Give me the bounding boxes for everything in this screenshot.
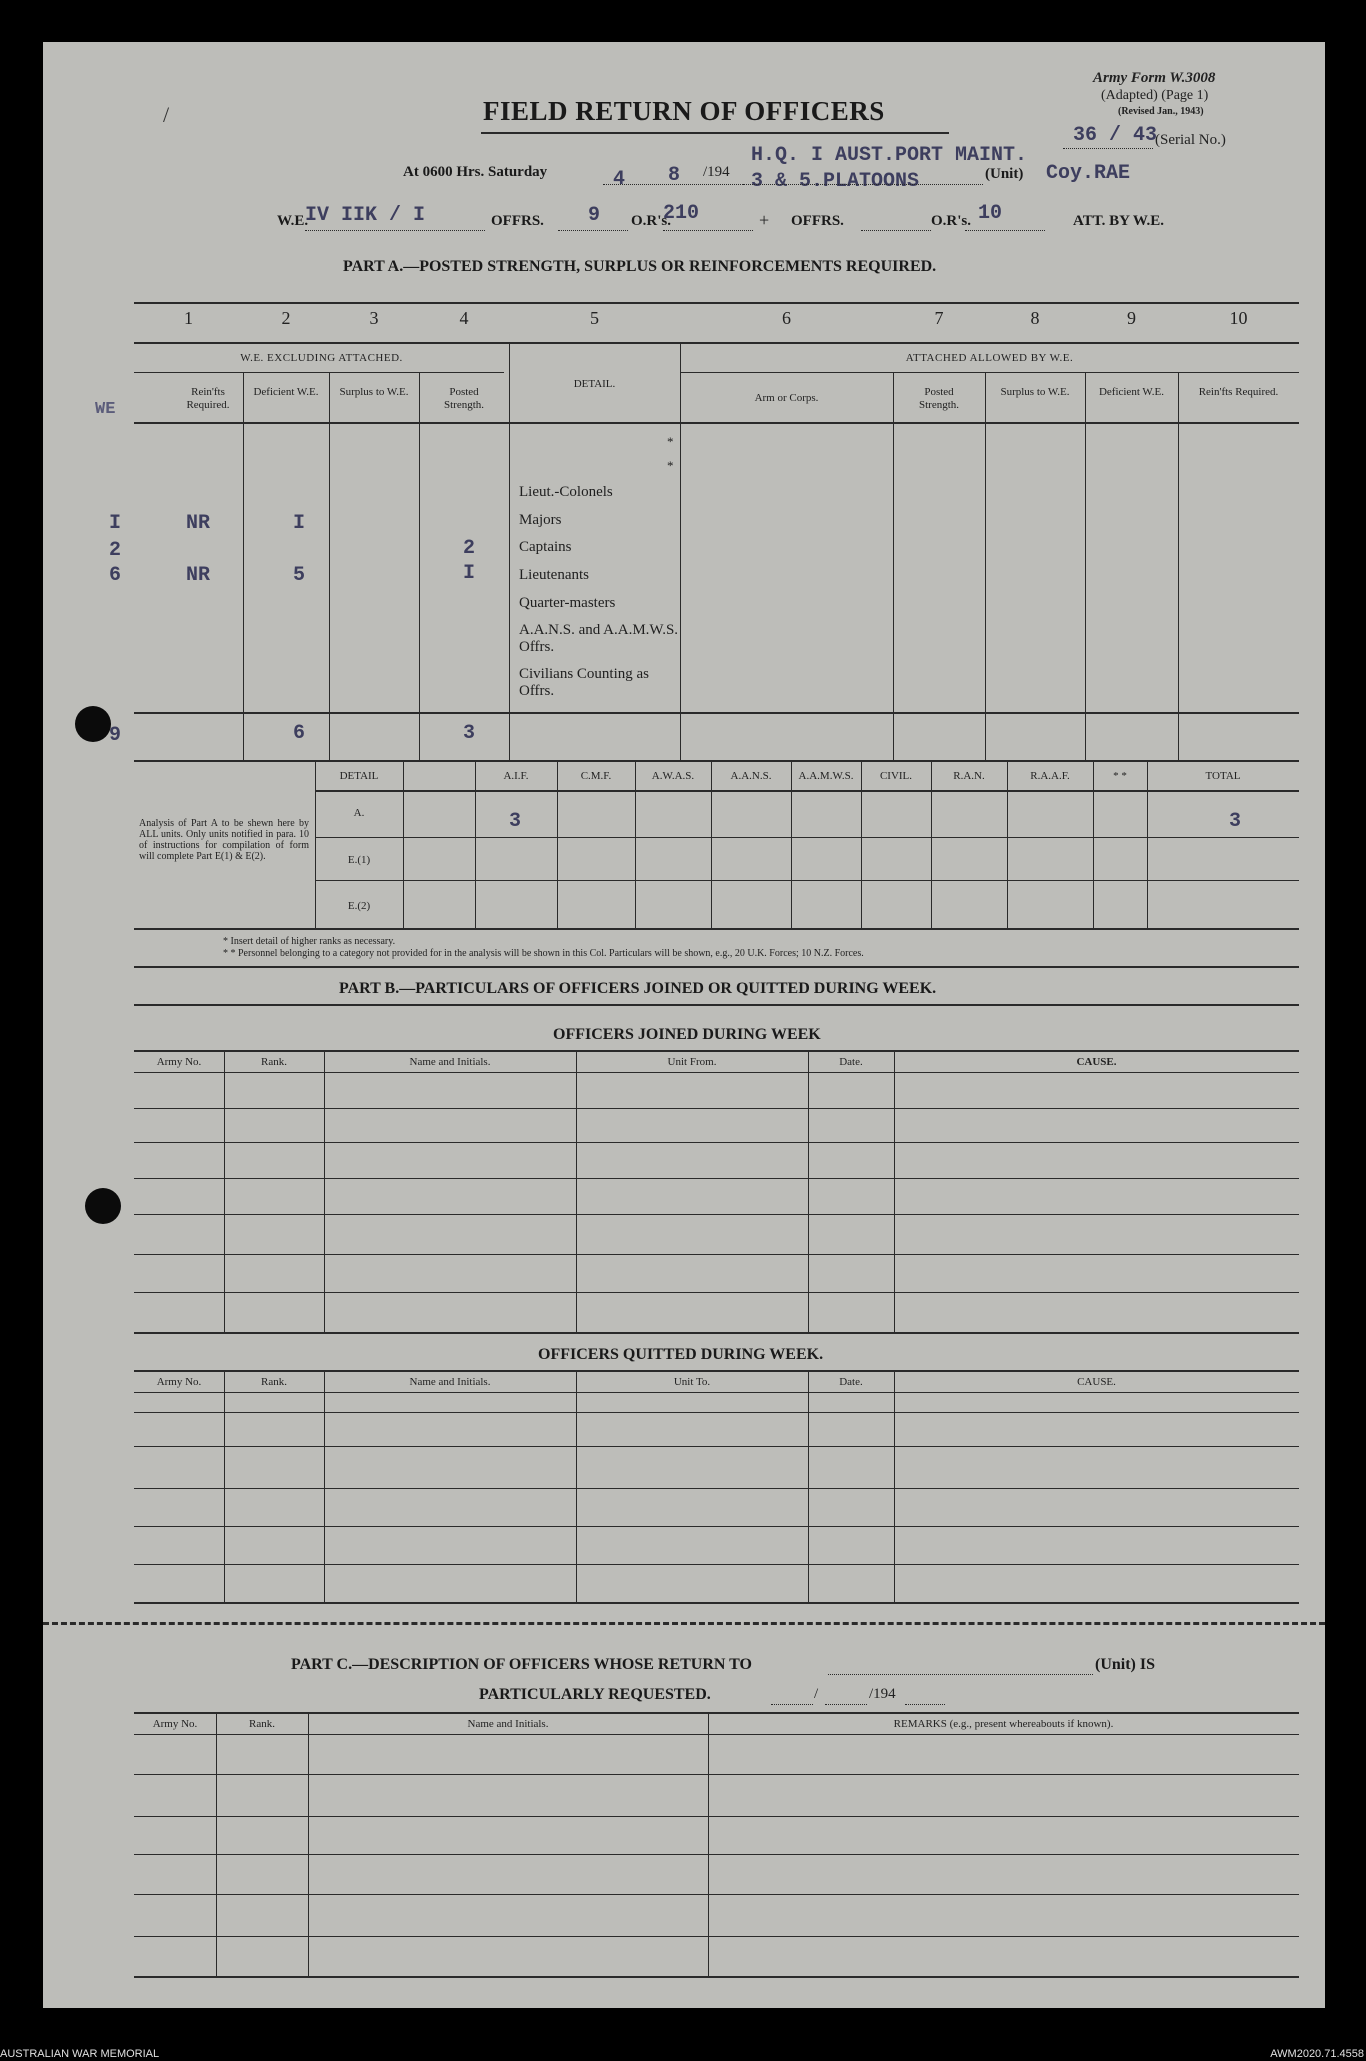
- joined-header-army-no: Army No.: [156, 1056, 202, 1068]
- analysis-header-total: TOTAL: [1205, 770, 1241, 782]
- analysis-row-e2: E.(2): [347, 900, 371, 912]
- analysis-row-a: A.: [353, 807, 365, 819]
- form-title: FIELD RETURN OF OFFICERS: [483, 96, 885, 126]
- part-b-title: PART B.—PARTICULARS OF OFFICERS JOINED OR QUITTED DURING WEEK.: [339, 980, 937, 997]
- header-posted-strength: Posted Strength.: [443, 386, 485, 411]
- col-number-4: 4: [459, 308, 469, 328]
- date-month: 8: [668, 164, 681, 187]
- margin-value-majors: I: [109, 512, 122, 535]
- unit-dotted-line: [743, 184, 983, 185]
- margin-value-captains: 2: [109, 539, 122, 562]
- quitted-header-border: [134, 1392, 1299, 1393]
- punch-hole-upper: [75, 706, 111, 742]
- ors-label: O.R's.: [631, 213, 672, 229]
- quitted-col-divider: [808, 1370, 809, 1602]
- quitted-bottom-border: [134, 1602, 1299, 1604]
- joined-col-divider: [576, 1050, 577, 1332]
- col1-lieutenants: NR: [186, 564, 211, 587]
- analysis-row-a-border: [315, 837, 1299, 838]
- rank-lieutenants: Lieutenants: [519, 567, 589, 583]
- analysis-div-2: [475, 760, 476, 928]
- offrs-value: 9: [588, 204, 601, 227]
- rank-aans-aamws: A.A.N.S. and A.A.M.W.S. Offrs.: [519, 622, 679, 655]
- header-att-posted-strength: Posted Strength.: [918, 386, 960, 411]
- rank-majors: Majors: [519, 512, 562, 528]
- footnote-1: * Insert detail of higher ranks as necessary.: [223, 936, 396, 947]
- part-c-unit-is: (Unit) IS: [1095, 1656, 1156, 1673]
- part-a-end-border: [134, 966, 1299, 968]
- analysis-header-awas: A.W.A.S.: [651, 770, 695, 782]
- part-c-col-divider: [216, 1712, 217, 1976]
- quitted-header-unit-to: Unit To.: [673, 1376, 711, 1388]
- col4-lieutenants: I: [463, 562, 476, 585]
- quitted-col-divider: [324, 1370, 325, 1602]
- quitted-col-divider: [224, 1370, 225, 1602]
- analysis-div-1: [403, 760, 404, 928]
- form-sheet: Army Form W.3008 (Adapted) (Page 1) (Revised Jan., 1943) / FIELD RETURN OF OFFICERS 36 / 43 (Serial No.) At 0600 Hrs. Saturday 4 8 /194 H.Q. I AUST.PORT MAINT. 3 & 5.PLATOONS (Unit) Coy.RAE W.E. IV IIK / I OFFRS. 9 O.R's. 210 + OFFRS. O.R's. 10 ATT. BY W.E. PART A.—POSTED STRENGTH, SURPLUS OR REINFORCEMENTS REQUIRED. 1 2 3 4 5 6 7 8 9 10 W.E. EXCLUDING ATTACHED. ATTACHED ALLOWED BY W.E. Rein'fts Required. Deficient W.E. Surplus to W.E. Posted Strength. DETAIL. Arm or Corps. Posted Strength. Surplus to W.E. Deficient W.E. Rein'fts Required. WE * * Lieut.-Colonels Majors Captains Lieutenants Quarter-masters A.A.N.S. and A.A.M.W.S. Offrs. Civilians Counting as Offrs. I 2 6 NR NR I 5 2 I 9 6 3 DETAIL A.I.F. C.M.F. A.W.A.S. A.A.N.S. A.A.M.W.S. CIVIL. R.A.N. R.A.A.F. * * TOTAL Analysis of Part A to be shewn here by ALL units. Only units notified in para. 10 of instructions for compilation of form will complete Part E(1) & E(2). A. E.(1) E.(2) 3 3 * Insert detail of higher ranks as necessary. * * Personnel belonging to a category not provided for in the analysis will be shown in this Col. Particulars will be shown, e.g., 20 U.K. Forces; 10 N.Z. Forces. PART B.—PARTICULARS OF OFFICERS JOINED OR QUITTED DURING WEEK. OFFICERS JOINED DURING WEEK Army No. Rank. Name and Initials. Unit From. Date. CAUSE. OFFICERS QUITTED DURING WEEK. Army No. Rank. Name and Initials. Unit To. Date. CAUSE. PART C.—DESCRIPTION OF OFFICERS WHOSE RETURN TO (Unit) IS PARTICULARLY REQUESTED. / /194 Army No. Rank. Name and Initials. REMARKS (e.g., present whereabouts if known).: [43, 42, 1325, 2008]
- analysis-header-raaf: R.A.A.F.: [1030, 770, 1070, 782]
- part-a-top-border: [134, 302, 1299, 304]
- group-right-border: [680, 372, 1299, 373]
- at-hours-label: At 0600 Hrs. Saturday: [403, 164, 548, 180]
- col-number-7: 7: [934, 308, 944, 328]
- adapted-note: (Adapted) (Page 1): [1101, 88, 1209, 103]
- col-number-6: 6: [782, 308, 791, 328]
- part-c-header-army-no: Army No.: [152, 1718, 198, 1730]
- analysis-bottom-border: [134, 928, 1299, 930]
- quitted-row-line: [134, 1446, 1299, 1447]
- col-number-2: 2: [281, 308, 291, 328]
- col2-majors: I: [293, 512, 306, 535]
- joined-col-divider: [224, 1050, 225, 1332]
- army-form-number: Army Form W.3008: [1093, 70, 1216, 86]
- quitted-header-date: Date.: [839, 1376, 863, 1388]
- ors-dotted-line: [663, 230, 753, 231]
- part-c-date-dots-1: [771, 1704, 813, 1705]
- margin-mark: /: [163, 102, 170, 127]
- caption-right: AWM2020.71.4558: [1270, 2048, 1364, 2060]
- we-value: IV IIK / I: [305, 204, 426, 227]
- joined-row-line: [134, 1254, 1299, 1255]
- col-number-10: 10: [1229, 308, 1248, 328]
- joined-col-divider: [894, 1050, 895, 1332]
- part-c-header-name: Name and Initials.: [467, 1718, 549, 1730]
- col8-divider: [1085, 372, 1086, 760]
- ors2-dotted-line: [965, 230, 1045, 231]
- analysis-header-aamws: A.A.M.W.S.: [798, 770, 854, 782]
- footnote-2: * * Personnel belonging to a category not provided for in the analysis will be shown in this Col. Particulars will be shown, e.g., 20 U.K. Forces; 10 N.Z. Forces.: [223, 948, 864, 959]
- serial-dotted-line: [1063, 148, 1153, 149]
- analysis-div-3: [557, 760, 558, 928]
- revised-note: (Revised Jan., 1943): [1118, 106, 1204, 117]
- col1-divider: [243, 372, 244, 760]
- asterisk-1: *: [667, 434, 674, 449]
- joined-top-border: [134, 1050, 1299, 1052]
- analysis-header-aans: A.A.N.S.: [730, 770, 772, 782]
- analysis-header-aif: A.I.F.: [503, 770, 529, 782]
- analysis-div-7: [861, 760, 862, 928]
- part-c-date-year: /194: [869, 1686, 896, 1702]
- col-number-3: 3: [369, 308, 379, 328]
- joined-header-rank: Rank.: [261, 1056, 287, 1068]
- part-c-col-divider: [708, 1712, 709, 1976]
- analysis-div-4: [635, 760, 636, 928]
- analysis-div-8: [931, 760, 932, 928]
- caption-left: AUSTRALIAN WAR MEMORIAL: [0, 2048, 160, 2060]
- col1-majors: NR: [186, 512, 211, 535]
- part-b-top-border: [134, 1004, 1299, 1006]
- rank-quarter-masters: Quarter-masters: [519, 595, 616, 611]
- group-left-border: [134, 372, 504, 373]
- col2-divider: [329, 372, 330, 760]
- header-reinfts-required: Rein'fts Required.: [186, 386, 230, 411]
- part-c-header-remarks: REMARKS (e.g., present whereabouts if known).: [893, 1718, 1114, 1730]
- col4-divider: [509, 342, 510, 760]
- part-c-requested: PARTICULARLY REQUESTED.: [479, 1686, 711, 1703]
- unit-name-line2: 3 & 5.PLATOONS: [751, 170, 920, 193]
- joined-col-divider: [324, 1050, 325, 1332]
- joined-row-line: [134, 1108, 1299, 1109]
- quitted-col-divider: [576, 1370, 577, 1602]
- col-number-8: 8: [1030, 308, 1040, 328]
- analysis-div-10: [1093, 760, 1094, 928]
- analysis-div-6: [791, 760, 792, 928]
- col3-divider: [419, 372, 420, 760]
- serial-label: (Serial No.): [1155, 132, 1226, 148]
- joined-header-unit-from: Unit From.: [667, 1056, 717, 1068]
- joined-header-cause: CAUSE.: [1076, 1056, 1117, 1068]
- col9-divider: [1178, 372, 1179, 760]
- analysis-header-ran: R.A.N.: [953, 770, 985, 782]
- totals-top-border: [134, 712, 1299, 714]
- col6-divider: [893, 372, 894, 760]
- part-a-title: PART A.—POSTED STRENGTH, SURPLUS OR REINFORCEMENTS REQUIRED.: [343, 258, 937, 275]
- ors2-label: O.R's.: [931, 213, 972, 229]
- joined-bottom-border: [134, 1332, 1299, 1334]
- joined-title: OFFICERS JOINED DURING WEEK: [553, 1026, 821, 1043]
- analysis-note: Analysis of Part A to be shewn here by ALL units. Only units notified in para. 10 of instructions for compilation of form will complete Part E(1) & E(2).: [139, 818, 309, 862]
- ors2-value: 10: [978, 202, 1003, 225]
- joined-row-line: [134, 1178, 1299, 1179]
- joined-row-line: [134, 1214, 1299, 1215]
- offrs2-label: OFFRS.: [791, 213, 844, 229]
- unit-name-line1: H.Q. I AUST.PORT MAINT.: [751, 144, 1028, 167]
- joined-header-name: Name and Initials.: [409, 1056, 491, 1068]
- margin-value-lieutenants: 6: [109, 564, 122, 587]
- ors-value: 210: [663, 202, 700, 225]
- total-margin: 9: [109, 724, 122, 747]
- part-c-bottom-border: [134, 1976, 1299, 1978]
- group-header-attached: ATTACHED ALLOWED BY W.E.: [905, 352, 1074, 364]
- group-header-we-excluding: W.E. EXCLUDING ATTACHED.: [240, 352, 403, 364]
- part-c-title: PART C.—DESCRIPTION OF OFFICERS WHOSE RETURN TO: [291, 1656, 752, 1673]
- joined-row-line: [134, 1292, 1299, 1293]
- joined-header-border: [134, 1072, 1299, 1073]
- unit-label: (Unit): [985, 166, 1024, 182]
- quitted-header-army-no: Army No.: [156, 1376, 202, 1388]
- col-number-1: 1: [184, 308, 193, 328]
- analysis-header-border: [315, 790, 1299, 792]
- date-day: 4: [613, 168, 626, 191]
- quitted-row-line: [134, 1412, 1299, 1413]
- part-c-header-rank: Rank.: [249, 1718, 275, 1730]
- header-detail: DETAIL.: [573, 378, 616, 390]
- part-c-date-dots-2: [825, 1704, 867, 1705]
- header-deficient-we: Deficient W.E.: [253, 386, 319, 398]
- header-arm-or-corps: Arm or Corps.: [754, 392, 819, 404]
- col-number-5: 5: [590, 308, 599, 328]
- joined-row-line: [134, 1142, 1299, 1143]
- part-c-date-dots-3: [905, 1704, 945, 1705]
- we-dotted-line: [305, 230, 485, 231]
- quitted-header-rank: Rank.: [261, 1376, 287, 1388]
- analysis-header-detail: DETAIL: [339, 770, 379, 782]
- part-c-col-divider: [308, 1712, 309, 1976]
- header-surplus-to-we: Surplus to W.E.: [339, 386, 409, 398]
- analysis-row-e1-border: [315, 880, 1299, 881]
- analysis-header-cmf: C.M.F.: [580, 770, 612, 782]
- part-c-unit-dotted-line: [828, 1674, 1093, 1675]
- quitted-row-line: [134, 1526, 1299, 1527]
- analysis-row-e1: E.(1): [347, 854, 371, 866]
- col7-divider: [985, 372, 986, 760]
- analysis-header-other: * *: [1113, 770, 1127, 782]
- quitted-col-divider: [894, 1370, 895, 1602]
- rank-captains: Captains: [519, 539, 572, 555]
- rank-lieut-colonels: Lieut.-Colonels: [519, 484, 613, 500]
- header-att-deficient-we: Deficient W.E.: [1098, 386, 1165, 398]
- tear-off-line: [43, 1622, 1325, 1625]
- analysis-aif-a-value: 3: [509, 810, 522, 833]
- totals-bottom-border: [134, 760, 1299, 762]
- we-label: W.E.: [277, 213, 309, 229]
- col-number-border: [134, 342, 1299, 344]
- unit-company: Coy.RAE: [1046, 162, 1131, 185]
- analysis-div-11: [1147, 760, 1148, 928]
- title-underline: [481, 132, 949, 134]
- header-att-reinfts-required: Rein'fts Required.: [1198, 386, 1279, 398]
- quitted-row-line: [134, 1488, 1299, 1489]
- analysis-div-5: [711, 760, 712, 928]
- att-by-we-label: ATT. BY W.E.: [1073, 213, 1165, 229]
- col-number-9: 9: [1127, 308, 1136, 328]
- header-att-surplus-to-we: Surplus to W.E.: [1000, 386, 1070, 398]
- plus-sign: +: [759, 210, 770, 230]
- total-col4: 3: [463, 722, 476, 745]
- asterisk-2: *: [667, 458, 674, 473]
- we-margin-stamp: WE: [95, 400, 116, 419]
- header-bottom-border: [134, 422, 1299, 424]
- joined-col-divider: [808, 1050, 809, 1332]
- quitted-header-name: Name and Initials.: [409, 1376, 491, 1388]
- date-year: /194: [703, 164, 730, 180]
- quitted-top-border: [134, 1370, 1299, 1372]
- punch-hole-lower: [85, 1188, 121, 1224]
- analysis-div-9: [1007, 760, 1008, 928]
- offrs-label: OFFRS.: [491, 213, 544, 229]
- rank-civilians: Civilians Counting as Offrs.: [519, 666, 650, 699]
- quitted-row-line: [134, 1564, 1299, 1565]
- quitted-title: OFFICERS QUITTED DURING WEEK.: [538, 1346, 824, 1363]
- offrs2-dotted-line: [861, 230, 931, 231]
- joined-header-date: Date.: [839, 1056, 863, 1068]
- col2-lieutenants: 5: [293, 564, 306, 587]
- analysis-header-civil: CIVIL.: [879, 770, 913, 782]
- col4-captains: 2: [463, 537, 476, 560]
- total-col2: 6: [293, 722, 306, 745]
- offrs-dotted-line: [558, 230, 628, 231]
- analysis-total-a-value: 3: [1229, 810, 1242, 833]
- serial-number-value: 36 / 43: [1073, 124, 1158, 147]
- quitted-header-cause: CAUSE.: [1077, 1376, 1116, 1388]
